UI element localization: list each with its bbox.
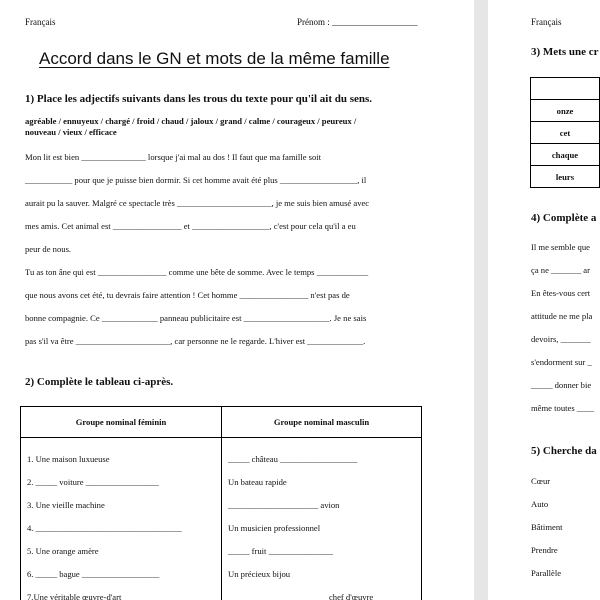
column-header: Groupe nominal masculin [222,407,422,438]
table-cell: 5. Une orange amère [27,546,99,556]
masculine-column [222,438,422,600]
section1-heading: 1) Place les adjectifs suivants dans les trous du texte pour qu'il ait du sens. [25,93,373,105]
table-cell: _____ château __________________ [228,454,358,464]
text-line: _____ donner bie [531,380,592,390]
table-cell: onze [531,100,600,122]
table-header-row [21,407,422,438]
table-cell: 3. Une vieille machine [27,500,105,510]
subject-label: Français [531,17,562,27]
text-line: même toutes ____ [531,403,595,413]
table-cell: Un bateau rapide [228,477,287,487]
table-cell: leurs [531,166,600,188]
word-item: Auto [531,499,549,509]
adjective-list-line: nouveau / vieux / efficace [25,127,117,137]
table-cell: chaque [531,144,600,166]
firstname-field: Prénom : ___________________ [297,17,418,27]
text-line: Tu as ton âne qui est ________________ comme une bête de somme. Avec le temps ____________ [25,267,369,277]
section4-heading: 4) Complète a [531,212,597,224]
word-item: Parallèle [531,568,562,578]
table-cell: _____ fruit _______________ [228,546,334,556]
page-title: Accord dans le GN et mots de la même famille [39,49,390,68]
text-line: mes amis. Cet animal est ________________ et __________________, c'est pour cela qu'il a eu [25,221,356,231]
text-line: Il me semble que [531,242,590,252]
text-line: ___________ pour que je puisse bien dormir. Si cet homme avait été plus __________________, il [25,175,367,185]
text-line: Mon lit est bien _______________ lorsque j'ai mal au dos ! Il faut que ma famille soit [25,152,322,162]
table-cell: _____________________ avion [228,500,340,510]
table-cell: 1. Une maison luxueuse [27,454,110,464]
text-line: devoirs, _______ [531,334,591,344]
text-line: que nous avons cet été, tu devrais faire attention ! Cet homme ________________ n'est pas de [25,290,350,300]
section3-heading: 3) Mets une cr [531,46,599,58]
gn-table [20,406,422,600]
text-line: En êtes-vous cert [531,288,591,298]
adjective-list-line: agréable / ennuyeux / chargé / froid / chaud / jaloux / grand / calme / courageux / peureux / [25,116,357,126]
subject-label: Français [25,17,56,27]
column-header: Groupe nominal féminin [21,407,222,438]
table-cell: Un musicien professionnel [228,523,321,533]
text-line: bonne compagnie. Ce _____________ panneau publicitaire est ____________________. Je ne sais [25,313,367,323]
table-cell: _______________________ chef d'œuvre [228,592,374,600]
table-row [531,166,600,188]
table-row [531,122,600,144]
table-cell: 7.Une véritable œuvre-d'art [27,592,122,600]
text-line: pas s'il va être ______________________, car personne ne le regarde. L'hiver est _____________. [25,336,366,346]
word-item: Prendre [531,545,558,555]
determiner-table [530,77,600,188]
section2-heading: 2) Complète le tableau ci-après. [25,376,174,388]
feminine-column [21,438,222,600]
table-body-row [21,438,422,600]
section5-heading: 5) Cherche da [531,445,597,457]
table-row [531,100,600,122]
word-item: Cœur [531,476,551,486]
table-cell: 2. _____ voiture _________________ [27,477,159,487]
text-line: s'endorment sur _ [531,357,592,367]
adjective-list [25,116,415,138]
word-item: Bâtiment [531,522,563,532]
text-line: peur de nous. [25,244,72,254]
table-cell: cet [531,122,600,144]
table-cell: 4. __________________________________ [27,523,182,533]
table-cell: 6. _____ bague __________________ [27,569,160,579]
worksheet-page-2 [488,0,600,600]
text-line: attitude ne me pla [531,311,593,321]
text-line: ça ne _______ ar [531,265,590,275]
table-row [531,144,600,166]
text-line: aurait pu la sauver. Malgré ce spectacle très ______________________, je me suis bien amusé avec [25,198,370,208]
table-cell: Un précieux bijou [228,569,291,579]
table-row [531,78,600,100]
